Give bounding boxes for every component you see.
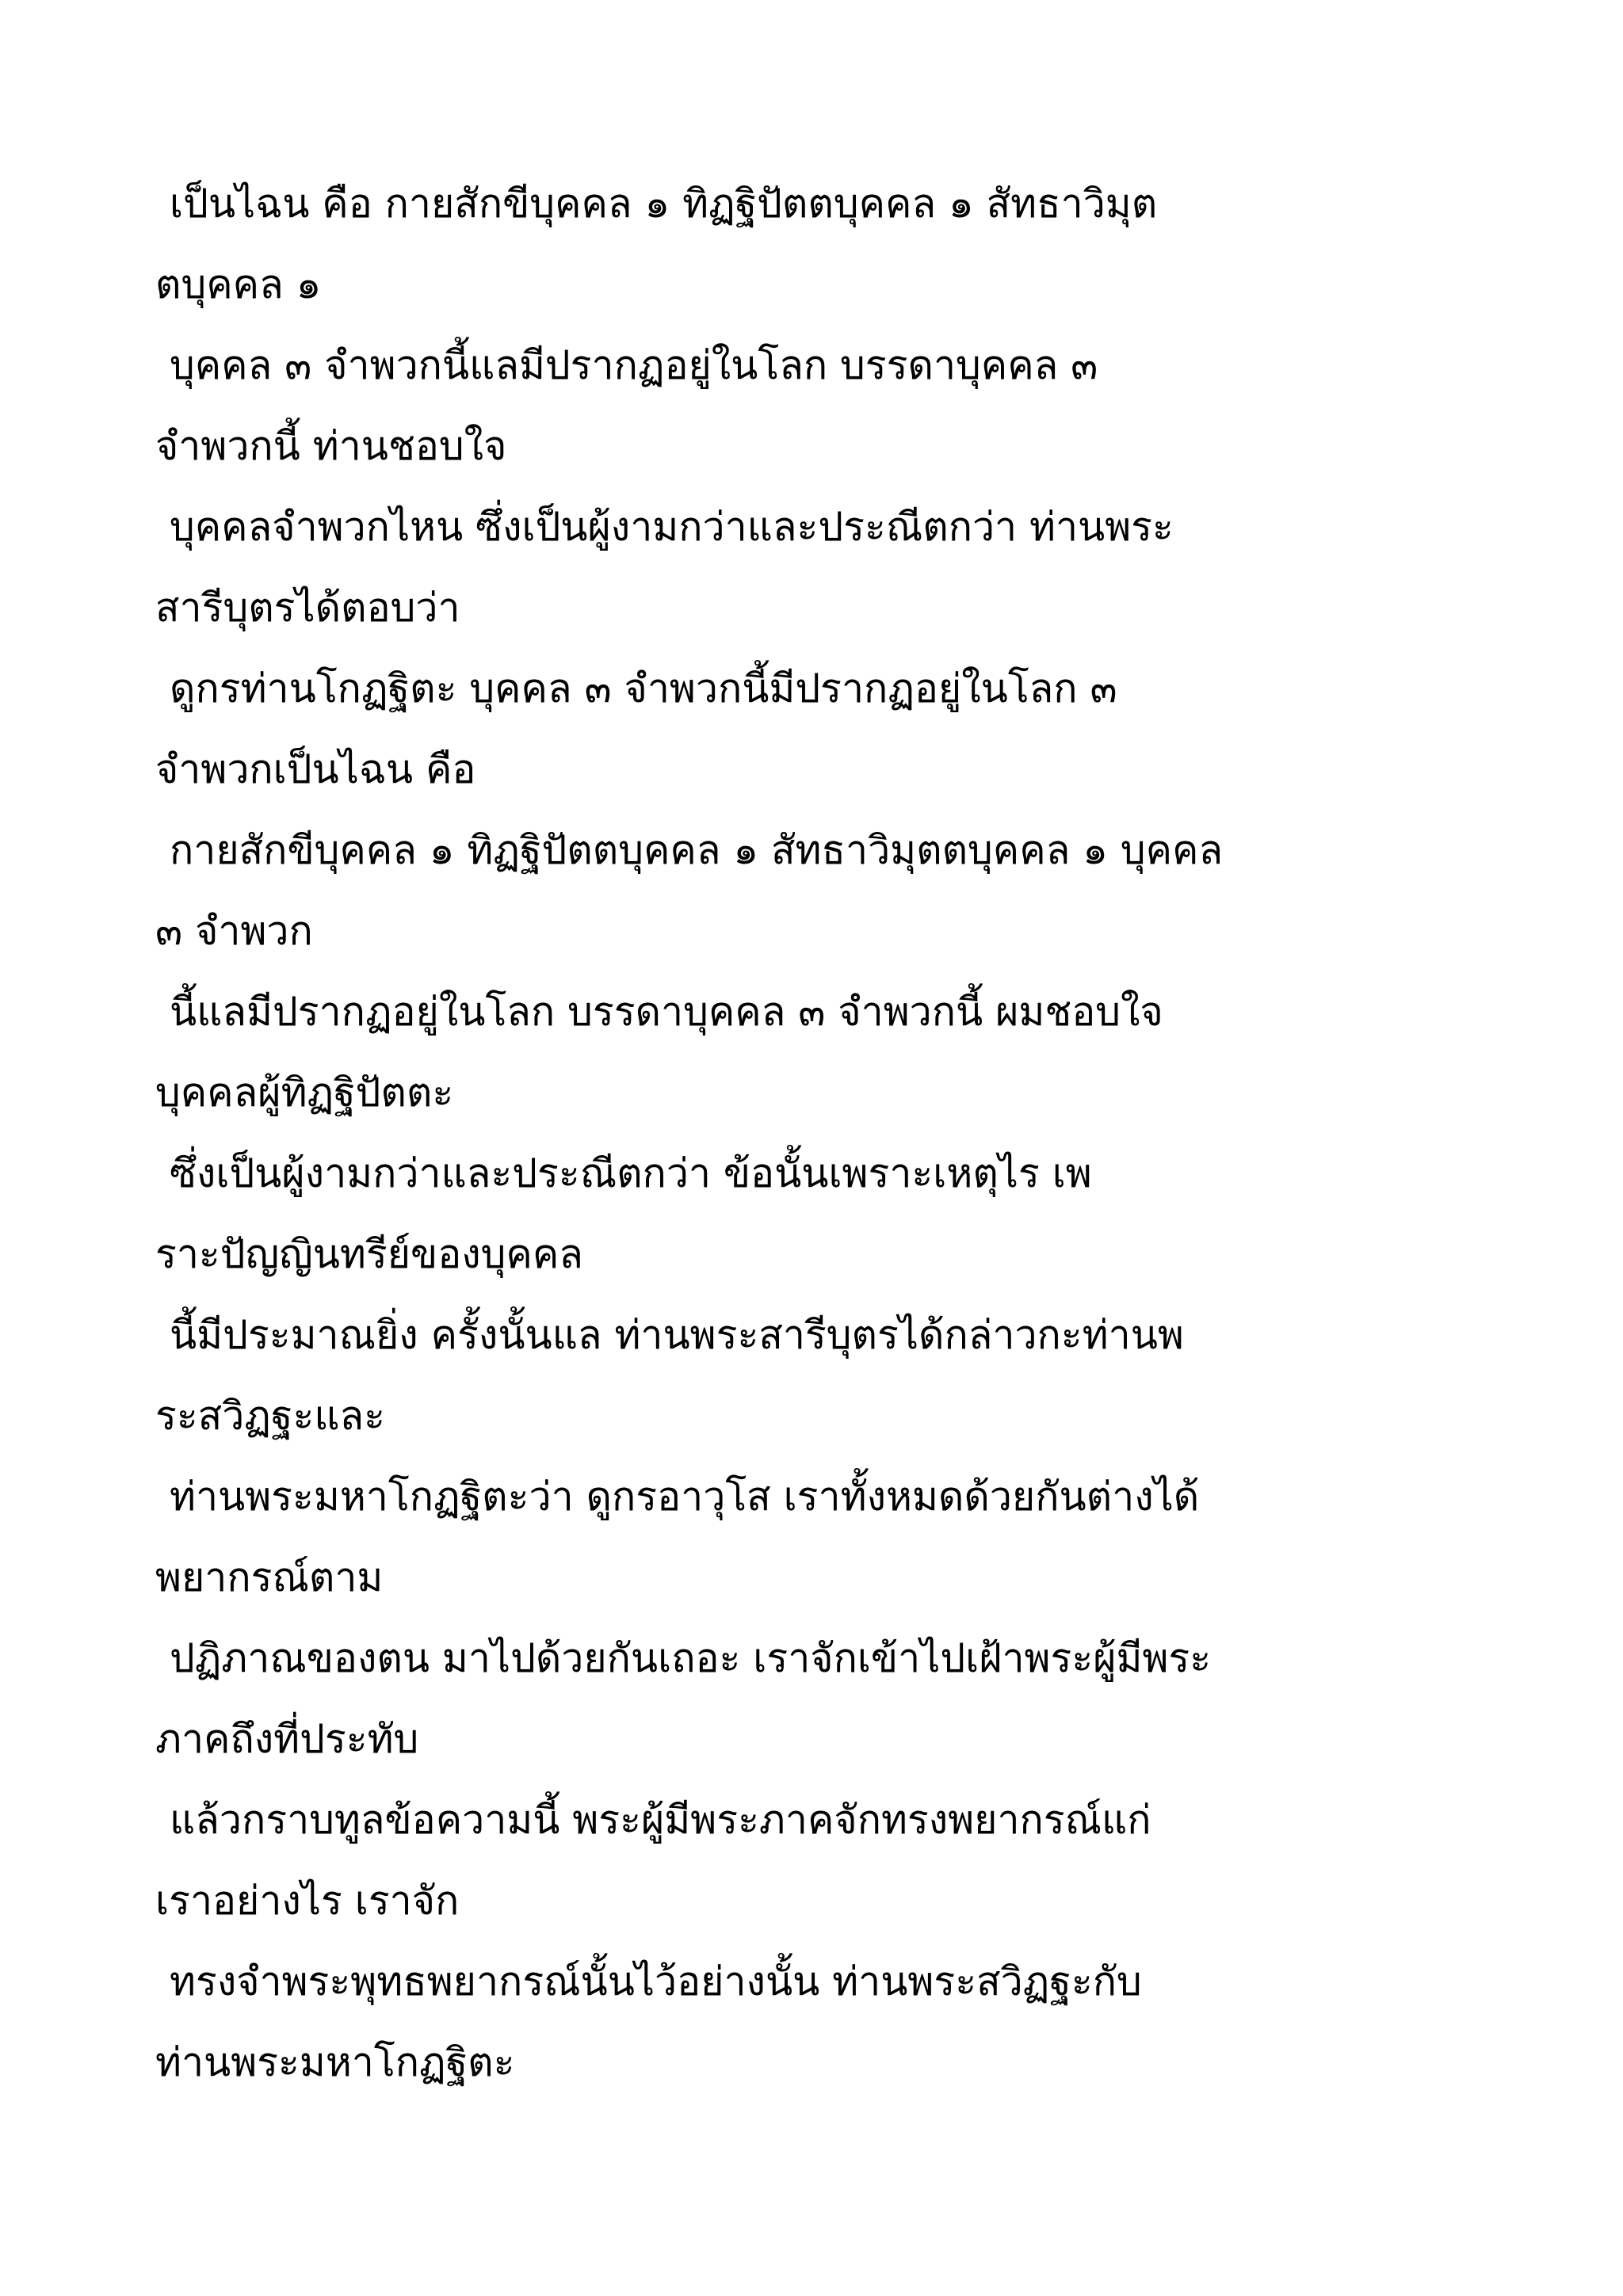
text-line: ปฏิภาณของตน มาไปด้วยกันเถอะ เราจักเข้าไปเฝ้าพระผู้มีพระ [170,1635,1212,1681]
text-line: ท่านพระมหาโกฏฐิตะ [155,2039,515,2085]
text-line: เราอย่างไร เราจัก [155,1878,460,1924]
text-line: ทรงจำพระพุทธพยากรณ์นั้นไว้อย่างนั้น ท่านพระสวิฏฐะกับ [170,1958,1142,2004]
text-line: จำพวกเป็นไฉน คือ [155,746,476,792]
text-line: บุคคลจำพวกไหน ซึ่งเป็นผู้งามกว่าและประณีตกว่า ท่านพระ [170,504,1174,550]
text-line: ตบุคคล ๑ [155,261,322,307]
text-line: บุคคลผู้ทิฏฐิปัตตะ [155,1070,454,1116]
text-line: ๓ จำพวก [155,908,313,954]
text-line: นี้แลมีปรากฏอยู่ในโลก บรรดาบุคคล ๓ จำพวกนี้ ผมชอบใจ [170,989,1163,1035]
text-line: ซึ่งเป็นผู้งามกว่าและประณีตกว่า ข้อนั้นเพราะเหตุไร เพ [170,1150,1092,1196]
text-line: บุคคล ๓ จำพวกนี้แลมีปรากฏอยู่ในโลก บรรดาบุคคล ๓ [170,342,1098,388]
text-line: จำพวกนี้ ท่านชอบใจ [155,423,507,469]
text-line: ดูกรท่านโกฏฐิตะ บุคคล ๓ จำพวกนี้มีปรากฏอยู่ในโลก ๓ [170,666,1117,711]
text-line: ภาคถึงที่ประทับ [155,1716,419,1762]
text-line: ท่านพระมหาโกฏฐิตะว่า ดูกรอาวุโส เราทั้งหมดด้วยกันต่างได้ [170,1474,1200,1520]
text-line: ระสวิฏฐะและ [155,1393,386,1439]
text-line: ราะปัญญินทรีย์ของบุคคล [155,1231,583,1277]
text-line: สารีบุตรได้ตอบว่า [155,585,460,631]
text-line: แล้วกราบทูลข้อความนี้ พระผู้มีพระภาคจักทรงพยากรณ์แก่ [170,1797,1151,1843]
text-line: พยากรณ์ตาม [155,1554,384,1600]
text-line: เป็นไฉน คือ กายสักขีบุคคล ๑ ทิฏฐิปัตตบุคคล ๑ สัทธาวิมุต [170,181,1158,227]
text-body [155,163,1487,2103]
text-line: นี้มีประมาณยิ่ง ครั้งนั้นแล ท่านพระสารีบุตรได้กล่าวกะท่านพ [170,1312,1184,1358]
text-line: กายสักขีบุคคล ๑ ทิฏฐิปัตตบุคคล ๑ สัทธาวิมุตตบุคคล ๑ บุคคล [170,827,1224,873]
